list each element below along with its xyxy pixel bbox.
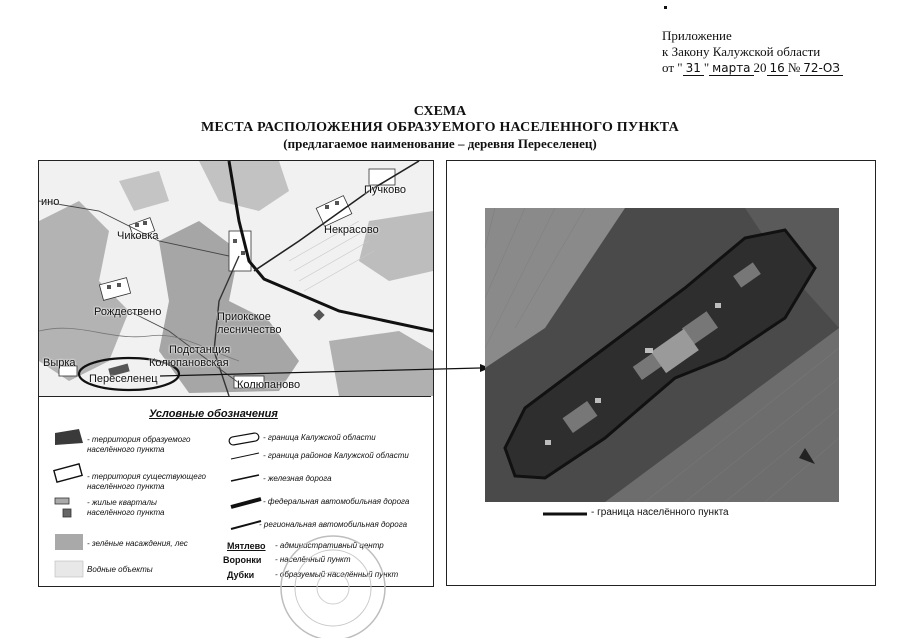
- legend-item-new-1: - территория образуемого: [87, 435, 191, 444]
- legend-title: Условные обозначения: [149, 408, 278, 420]
- title-block: [180, 104, 700, 152]
- legend-item-existing-1: - территория существующего: [87, 472, 206, 481]
- legend-symbol-water: [55, 561, 83, 577]
- legend-item-railway: - железная дорога: [263, 474, 332, 483]
- legend-symbol-new-territory: [55, 429, 83, 445]
- scan-mark: [664, 6, 667, 9]
- official-seal: [268, 528, 398, 638]
- appendix-line3: [662, 60, 843, 76]
- legend-place-settlement: Воронки: [223, 555, 262, 565]
- aerial-photo: [485, 208, 839, 502]
- label-nekrasovo: Некрасово: [324, 224, 379, 236]
- legend-item-regional-road: - региональная автомобильная дорога: [259, 520, 408, 529]
- legend-symbol-district-border: [231, 453, 259, 459]
- legend-place-admin-desc: - административный центр: [275, 541, 384, 550]
- label-vyrka: Вырка: [43, 357, 76, 369]
- legend-item-existing-2: населённого пункта: [87, 482, 165, 491]
- appendix-line1: Приложение: [662, 28, 732, 43]
- legend-symbol-residential: [55, 498, 69, 504]
- legend-item-residential-2: населённого пункта: [87, 508, 165, 517]
- legend-item-region-border: - граница Калужской области: [263, 433, 376, 442]
- legend-item-water: Водные объекты: [87, 565, 153, 574]
- appendix-year-prefix: 20: [753, 60, 767, 75]
- title-line1: СХЕМА: [413, 104, 467, 119]
- label-puchkovo: Пучково: [364, 184, 407, 196]
- appendix-month: марта: [709, 61, 753, 76]
- label-lesnichestvo: лесничество: [217, 324, 282, 336]
- label-rozhdestveno: Рождествено: [94, 306, 162, 318]
- title-line3: (предлагаемое наименование – деревня Переселенец): [283, 136, 597, 151]
- label-podstantsiya: Подстанция: [169, 344, 231, 356]
- legend-place-admin: Мятлево: [227, 541, 266, 551]
- appendix-year: 16: [767, 61, 788, 76]
- legend-symbol-region-border: [229, 432, 260, 445]
- legend-item-residential-1: - жилые кварталы: [87, 498, 157, 507]
- legend-symbol-regional-road: [231, 521, 261, 529]
- legend-item-forest: - зелёные насаждения, лес: [87, 539, 188, 548]
- label-pino: ино: [41, 196, 60, 208]
- appendix-block: [662, 28, 843, 76]
- label-kolyupanovo: Колюпаново: [237, 379, 301, 391]
- border-line-symbol: [543, 509, 587, 519]
- label-kolyupanovskaya: Колюпановская: [149, 357, 229, 369]
- legend-place-new: Дубки: [227, 570, 255, 580]
- title-line2: МЕСТА РАСПОЛОЖЕНИЯ ОБРАЗУЕМОГО НАСЕЛЕННОГО ПУНКТА: [201, 120, 679, 135]
- legend-symbol-residential-2: [63, 509, 71, 517]
- legend-place-new-desc: - образуемый населённый пункт: [275, 570, 399, 579]
- legend-item-district-border: - граница районов Калужской области: [263, 451, 409, 460]
- legend-symbol-railway: [231, 475, 259, 481]
- legend-symbol-existing-territory: [54, 464, 82, 482]
- legend-symbol-forest: [55, 534, 83, 550]
- appendix-day: 31: [683, 61, 704, 76]
- appendix-prefix: от ": [662, 60, 683, 75]
- location-map: [39, 161, 433, 396]
- label-priokskoe: Приокское: [217, 311, 271, 323]
- label-chikovka: Чиковка: [117, 230, 159, 242]
- legend-symbol-federal-road: [231, 499, 261, 507]
- appendix-number-prefix: №: [787, 60, 801, 75]
- appendix-sep: ": [703, 60, 710, 75]
- label-pereselenets: Переселенец: [89, 373, 158, 385]
- legend-item-federal-road: - федеральная автомобильная дорога: [263, 497, 410, 506]
- legend-item-new-2: населённого пункта: [87, 445, 165, 454]
- border-caption: - граница населённого пункта: [591, 507, 729, 518]
- legend-place-settlement-desc: - населённый пункт: [275, 555, 351, 564]
- right-panel: [446, 160, 876, 586]
- appendix-number: 72-ОЗ: [800, 61, 843, 76]
- appendix-line2: к Закону Калужской области: [662, 44, 821, 59]
